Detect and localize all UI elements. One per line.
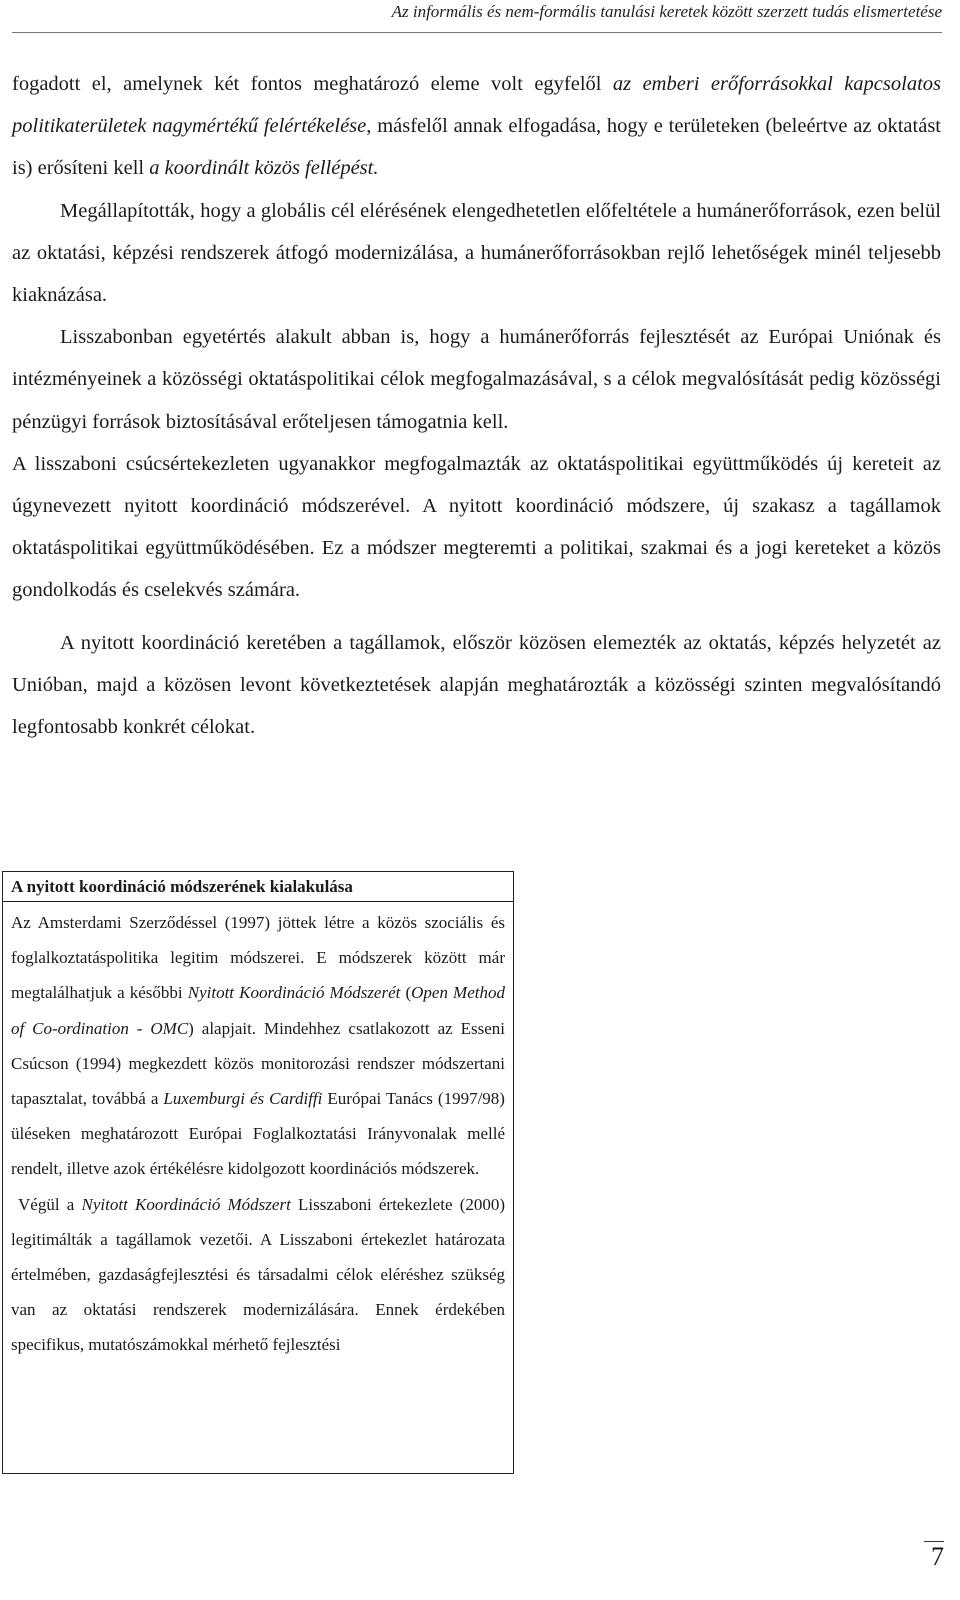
paragraph-5: A nyitott koordináció keretében a tagállamok, először közösen elemezték az oktatás, képzés helyzetét az Unióban, majd a közösen levont következtetések alapján meghatározták a közösségi szinten megvalósítandó legfontosabb konkrét célokat. (12, 631, 941, 739)
paragraph-2: Megállapították, hogy a globális cél elérésének elengedhetetlen előfeltétele a humánerőforrások, ezen belül az oktatási, képzési rendszerek átfogó modernizálása, a humánerőforrásokban rejlő lehetőségek minél teljesebb kiaknázása. (12, 199, 941, 307)
info-box-p1-emphasis-b: Open Method of Co-ordination - OMC (11, 983, 505, 1038)
info-box (2, 871, 514, 1474)
running-header: Az informális és nem-formális tanulási keretek között szerzett tudás elismertetése (391, 2, 942, 21)
info-box-p1-text-d: Európai Tanács (1997/98) üléseken meghatározott Európai Foglalkoztatási Irányvonalak mellé rendelt, illetve azok értékélésre kidolgozott koordinációs módszerek. (11, 1089, 505, 1179)
header-divider (12, 32, 942, 33)
paragraph-1-text-a: fogadott el, amelynek két fontos meghatározó eleme volt egyfelől (12, 73, 613, 95)
main-text (12, 63, 941, 748)
info-box-p1-text-c: ) alapjait. Mindehhez csatlakozott az Esseni Csúcson (1994) megkezdett közös monitorozási rendszer módszertani tapasztalat, továbbá a (11, 1018, 505, 1109)
paragraph-1-text-b: , másfelől annak elfogadása, hogy e területeken (beleértve az oktatást is) erősíteni kell (12, 115, 941, 180)
paragraph-4: A lisszaboni csúcsértekezleten ugyanakkor megfogalmazták az oktatáspolitikai együttműködés új kereteit az úgynevezett nyitott koordináció módszerével. A nyitott koordináció módszere, új szakasz a tagállamok oktatáspolitikai együttműködésében. Ez a módszer megteremti a politikai, szakmai és a jogi kereteket a közös gondolkodás és cselekvés számára. (12, 452, 941, 602)
info-box-p2-text-b: Lisszaboni értekezlete (2000) legitimálták a tagállamok vezetői. A Lisszaboni értekezlet határozata értelmében, gazdaságfejlesztési és társadalmi célok eléréshez szükség van az oktatási rendszerek modernizálására. Ennek érdekében specifikus, mutatószámokkal mérhető fejlesztési (11, 1194, 506, 1355)
paragraph-1-emphasis-a: az emberi erőforrásokkal kapcsolatos politikaterületek nagymértékű felértékelése (12, 73, 941, 138)
paragraph-1-emphasis-b: a koordinált közös fellépést. (149, 157, 379, 180)
info-box-p1-text-a: Az Amsterdami Szerződéssel (1997) jöttek létre a közös szociális és foglalkoztatáspolitika legitim módszerei. E módszerek között már megtalálhatjuk a későbbi (11, 913, 505, 1003)
page-number: 7 (931, 1542, 944, 1571)
info-box-p1-emphasis-c: Luxemburgi és Cardiffi (163, 1089, 323, 1109)
info-box-p1-text-b: ( (400, 983, 412, 1003)
paragraph-1 (12, 63, 941, 190)
info-box-p2-text-a: Végül a (18, 1194, 82, 1214)
info-box-title: A nyitott koordináció módszerének kialakulása (3, 872, 513, 902)
info-box-paragraph-1 (11, 905, 505, 1187)
info-box-p2-emphasis-a: Nyitott Koordináció Módszert (81, 1194, 291, 1214)
info-box-p1-emphasis-a: Nyitott Koordináció Módszerét (187, 983, 401, 1003)
info-box-body (3, 902, 513, 1363)
paragraph-3: Lisszabonban egyetértés alakult abban is, hogy a humánerőforrás fejlesztését az Európai Uniónak és intézményeinek a közösségi oktatáspolitikai célok megfogalmazásával, s a célok megvalósítását pedig közösségi pénzügyi források biztosításával erőteljesen támogatnia kell. (12, 326, 941, 433)
info-box-paragraph-2 (11, 1187, 505, 1363)
